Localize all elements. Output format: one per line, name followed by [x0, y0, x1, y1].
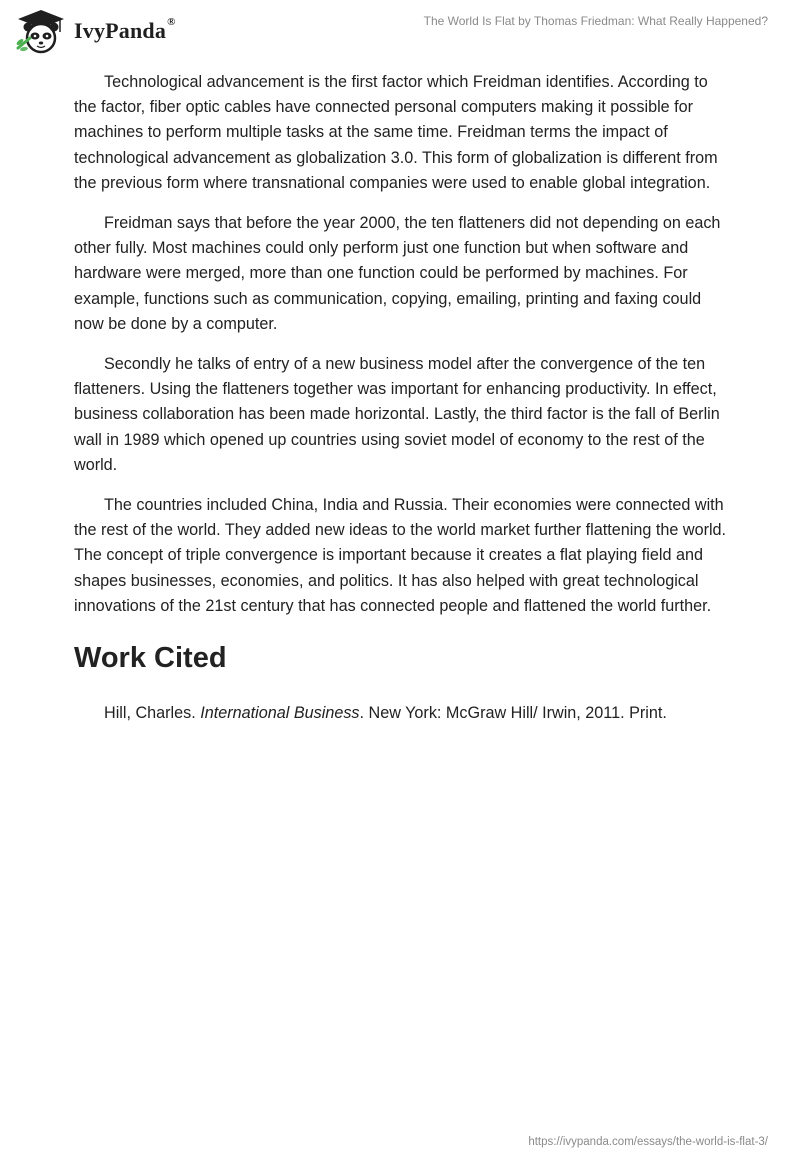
paragraph: Secondly he talks of entry of a new business model after the convergence of the ten flatteners. Using the flatteners together was important for enhancing productivity. In effect, business collaboration has been made horizontal. Lastly, the third factor is the fall of Berlin wall in 1989 which opened up countries using soviet model of economy to the rest of the world.	[74, 355, 720, 474]
citation-entry	[74, 701, 734, 726]
paragraph: Freidman says that before the year 2000, the ten flatteners did not depending on each other fully. Most machines could only perform just one function but when software and hardware were merged, more than one function could be performed by machines. For example, functions such as communication, copying, emailing, printing and faxing could now be done by a computer.	[74, 214, 721, 333]
document-title: The World Is Flat by Thomas Friedman: What Really Happened?	[423, 14, 768, 28]
panda-logo-icon	[14, 8, 68, 54]
logo-text: IvyPanda®	[74, 16, 176, 43]
essay-content	[74, 70, 734, 726]
citation-title: International Business	[200, 704, 360, 723]
paragraph: The countries included China, India and Russia. Their economies were connected with the rest of the world. They added new ideas to the world market further flattening the world. The concept of triple convergence is important because it creates a flat playing field and shapes businesses, economies, and politics. It has also helped with great technological innovations of the 21st century that has connected people and flattened the world further.	[74, 496, 727, 615]
citation-author: Hill, Charles.	[104, 704, 201, 723]
citation-details: . New York: McGraw Hill/ Irwin, 2011. Print.	[359, 704, 667, 723]
paragraph: Technological advancement is the first factor which Freidman identifies. According to the factor, fiber optic cables have connected personal computers making it possible for machines to perform multiple tasks at the same time. Freidman terms the impact of technological advancement as globalization 3.0. This form of globalization is different from the previous form where transnational companies were used to enable global integration.	[74, 73, 718, 192]
ivypanda-logo[interactable]	[14, 8, 176, 54]
registered-mark: ®	[167, 16, 176, 28]
works-cited-heading: Work Cited	[74, 642, 227, 675]
page-header	[0, 0, 800, 60]
source-url-link[interactable]: https://ivypanda.com/essays/the-world-is-flat-3/	[528, 1136, 768, 1148]
